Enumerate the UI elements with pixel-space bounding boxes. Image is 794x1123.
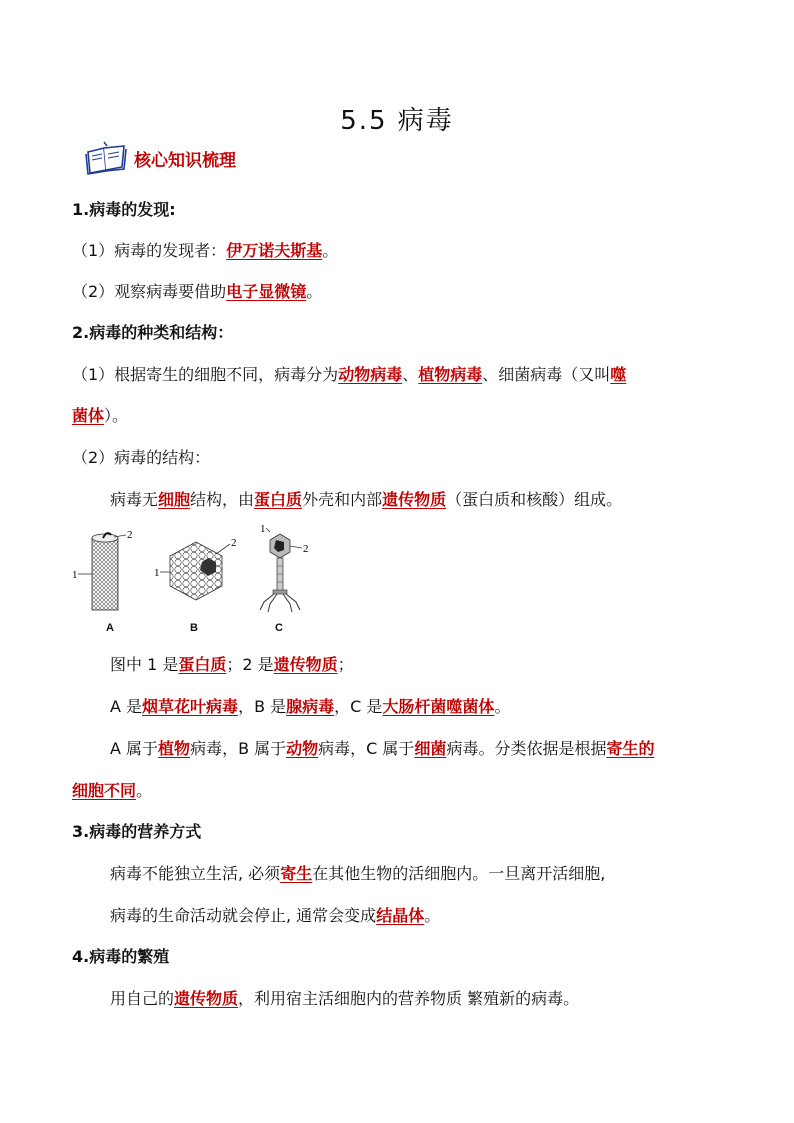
heading-discovery: 1.病毒的发现: xyxy=(72,200,176,219)
text: （蛋白质和核酸）组成。 xyxy=(446,490,623,509)
text: ，B 是 xyxy=(238,697,287,716)
answer-blank: 遗传物质 xyxy=(382,490,447,509)
text: 病毒，C 属于 xyxy=(318,739,415,758)
section-label: 核心知识梳理 xyxy=(134,150,236,171)
answer-blank: 烟草花叶病毒 xyxy=(142,697,239,716)
heading-types-structure: 2.病毒的种类和结构： xyxy=(72,323,234,342)
answer-blank: 植物病毒 xyxy=(418,365,483,384)
text: 病毒无 xyxy=(110,490,159,509)
text: 图中 1 是 xyxy=(110,655,179,674)
answer-blank: 伊万诺夫斯基 xyxy=(226,241,323,260)
answer-blank: 噬 xyxy=(610,365,627,384)
page-title: 5.5 病毒 xyxy=(340,106,454,136)
answer-blank: 遗传物质 xyxy=(273,655,338,674)
line-classification-cont xyxy=(72,406,128,426)
answer-blank: 蛋白质 xyxy=(178,655,227,674)
label-2-a: 2 xyxy=(127,529,133,541)
answer-blank: 结晶体 xyxy=(376,906,425,925)
text: ，C 是 xyxy=(334,697,383,716)
text: A 是 xyxy=(110,697,143,716)
line-discoverer xyxy=(72,241,338,261)
figure-label-c: C xyxy=(275,622,283,634)
text: （1）根据寄生的细胞不同，病毒分为 xyxy=(72,365,339,384)
line-structure xyxy=(110,490,622,510)
text: 、 xyxy=(402,365,419,384)
text: ，利用宿主活细胞内的营养物质 繁殖新的病毒。 xyxy=(238,989,580,1008)
text: 结构，由 xyxy=(190,490,255,509)
label-1-c: 1 xyxy=(260,524,266,535)
label-2-c: 2 xyxy=(303,543,309,555)
answer-blank: 寄生的 xyxy=(606,739,655,758)
answer-blank: 细菌 xyxy=(414,739,447,758)
line-reproduction xyxy=(110,989,579,1009)
answer-blank: 动物 xyxy=(286,739,319,758)
line-structure-label: （2）病毒的结构： xyxy=(72,448,211,467)
line-microscope xyxy=(72,282,322,302)
text: 病毒，B 属于 xyxy=(190,739,287,758)
answer-blank: 动物病毒 xyxy=(338,365,403,384)
text: 。 xyxy=(136,781,153,800)
text: 在其他生物的活细胞内。一旦离开活细胞, xyxy=(312,864,606,883)
text: A 属于 xyxy=(110,739,159,758)
figure-label-b: B xyxy=(190,622,198,634)
line-figure-legend xyxy=(110,655,354,675)
text: 。 xyxy=(494,697,511,716)
line-parasitism xyxy=(110,864,605,884)
answer-blank: 细胞不同 xyxy=(72,781,137,800)
text: 外壳和内部 xyxy=(302,490,383,509)
label-1-a: 1 xyxy=(72,569,78,581)
text: 。 xyxy=(424,906,441,925)
text: 用自己的 xyxy=(110,989,175,1008)
virus-c-diagram xyxy=(260,524,309,612)
line-virus-names xyxy=(110,697,510,717)
line-virus-classes xyxy=(110,739,654,759)
text: （1）病毒的发现者： xyxy=(72,241,227,260)
heading-reproduction: 4.病毒的繁殖 xyxy=(72,947,170,966)
virus-figure xyxy=(70,524,330,639)
text: 病毒。分类依据是根据 xyxy=(446,739,607,758)
virus-a-diagram xyxy=(72,529,133,610)
text: 病毒不能独立生活, 必须 xyxy=(110,864,281,883)
line-virus-classes-cont xyxy=(72,781,152,801)
text: 。 xyxy=(322,241,339,260)
text: 病毒的生命活动就会停止, 通常会变成 xyxy=(110,906,377,925)
figure-label-a: A xyxy=(106,622,114,634)
answer-blank: 细胞 xyxy=(158,490,191,509)
text: ；2 是 xyxy=(226,655,274,674)
text: （2）观察病毒要借助 xyxy=(72,282,227,301)
answer-blank: 大肠杆菌噬菌体 xyxy=(382,697,495,716)
text: 。 xyxy=(306,282,323,301)
answer-blank: 寄生 xyxy=(280,864,313,883)
label-1-b: 1 xyxy=(154,567,160,579)
answer-blank: 植物 xyxy=(158,739,191,758)
answer-blank: 遗传物质 xyxy=(174,989,239,1008)
line-crystal xyxy=(110,906,440,926)
answer-blank: 腺病毒 xyxy=(286,697,335,716)
section-header xyxy=(84,140,236,176)
heading-nutrition: 3.病毒的营养方式 xyxy=(72,822,202,841)
virus-b-diagram xyxy=(154,537,237,600)
answer-blank: 蛋白质 xyxy=(254,490,303,509)
line-classification xyxy=(72,365,626,385)
answer-blank: 电子显微镜 xyxy=(226,282,307,301)
text: 、细菌病毒（又叫 xyxy=(482,365,611,384)
answer-blank: 菌体 xyxy=(72,406,105,425)
book-icon xyxy=(84,140,128,176)
text: ； xyxy=(337,655,354,674)
label-2-b: 2 xyxy=(231,537,237,549)
text: ）。 xyxy=(104,406,129,425)
